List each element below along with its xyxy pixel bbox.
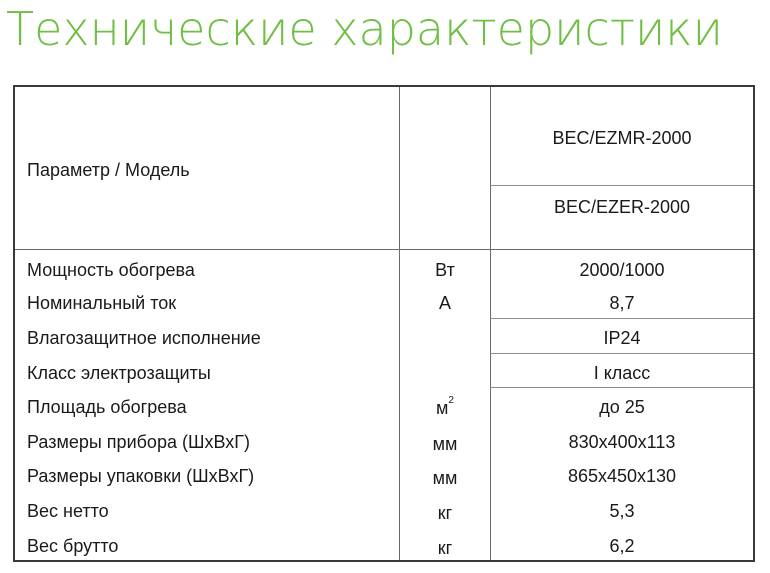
header-param-label: Параметр / Модель	[27, 160, 190, 180]
specs-table	[13, 85, 755, 562]
row-divider	[490, 353, 753, 354]
row-value: 6,2	[609, 536, 635, 556]
row-value: I класс	[593, 363, 651, 383]
row-param: Размеры прибора (ШхВхГ)	[27, 432, 250, 452]
row-param: Мощность обогрева	[27, 260, 195, 280]
header-divider	[15, 249, 753, 250]
row-unit: А	[438, 293, 451, 313]
row-unit	[400, 395, 490, 418]
row-divider	[490, 387, 753, 388]
row-param: Вес нетто	[27, 501, 109, 521]
row-divider	[490, 318, 753, 319]
row-param: Класс электрозащиты	[27, 363, 211, 383]
row-value: IP24	[603, 328, 641, 348]
unit-text: м	[436, 398, 449, 418]
row-value: 5,3	[609, 501, 635, 521]
row-unit: кг	[437, 503, 453, 523]
row-param: Вес брутто	[27, 536, 119, 556]
row-unit: мм	[432, 434, 458, 454]
row-value: 8,7	[609, 293, 635, 313]
row-unit: мм	[432, 468, 458, 488]
model-divider	[490, 185, 753, 186]
column-divider	[490, 87, 491, 560]
row-param: Площадь обогрева	[27, 397, 187, 417]
row-value: 830x400x113	[568, 432, 676, 452]
row-value: 865x450x130	[567, 466, 677, 486]
column-divider	[399, 87, 400, 560]
row-value: 2000/1000	[579, 260, 665, 280]
row-param: Влагозащитное исполнение	[27, 328, 261, 348]
model-name: BEC/EZER-2000	[553, 197, 691, 217]
row-param: Номинальный ток	[27, 293, 177, 313]
row-value: до 25	[599, 397, 645, 417]
row-param: Размеры упаковки (ШхВхГ)	[27, 466, 255, 486]
unit-superscript: 2	[448, 395, 454, 406]
row-unit: Вт	[435, 260, 455, 280]
row-unit: кг	[437, 538, 453, 558]
page-title: Технические характеристики	[6, 2, 723, 56]
model-name: BEC/EZMR-2000	[552, 128, 692, 148]
